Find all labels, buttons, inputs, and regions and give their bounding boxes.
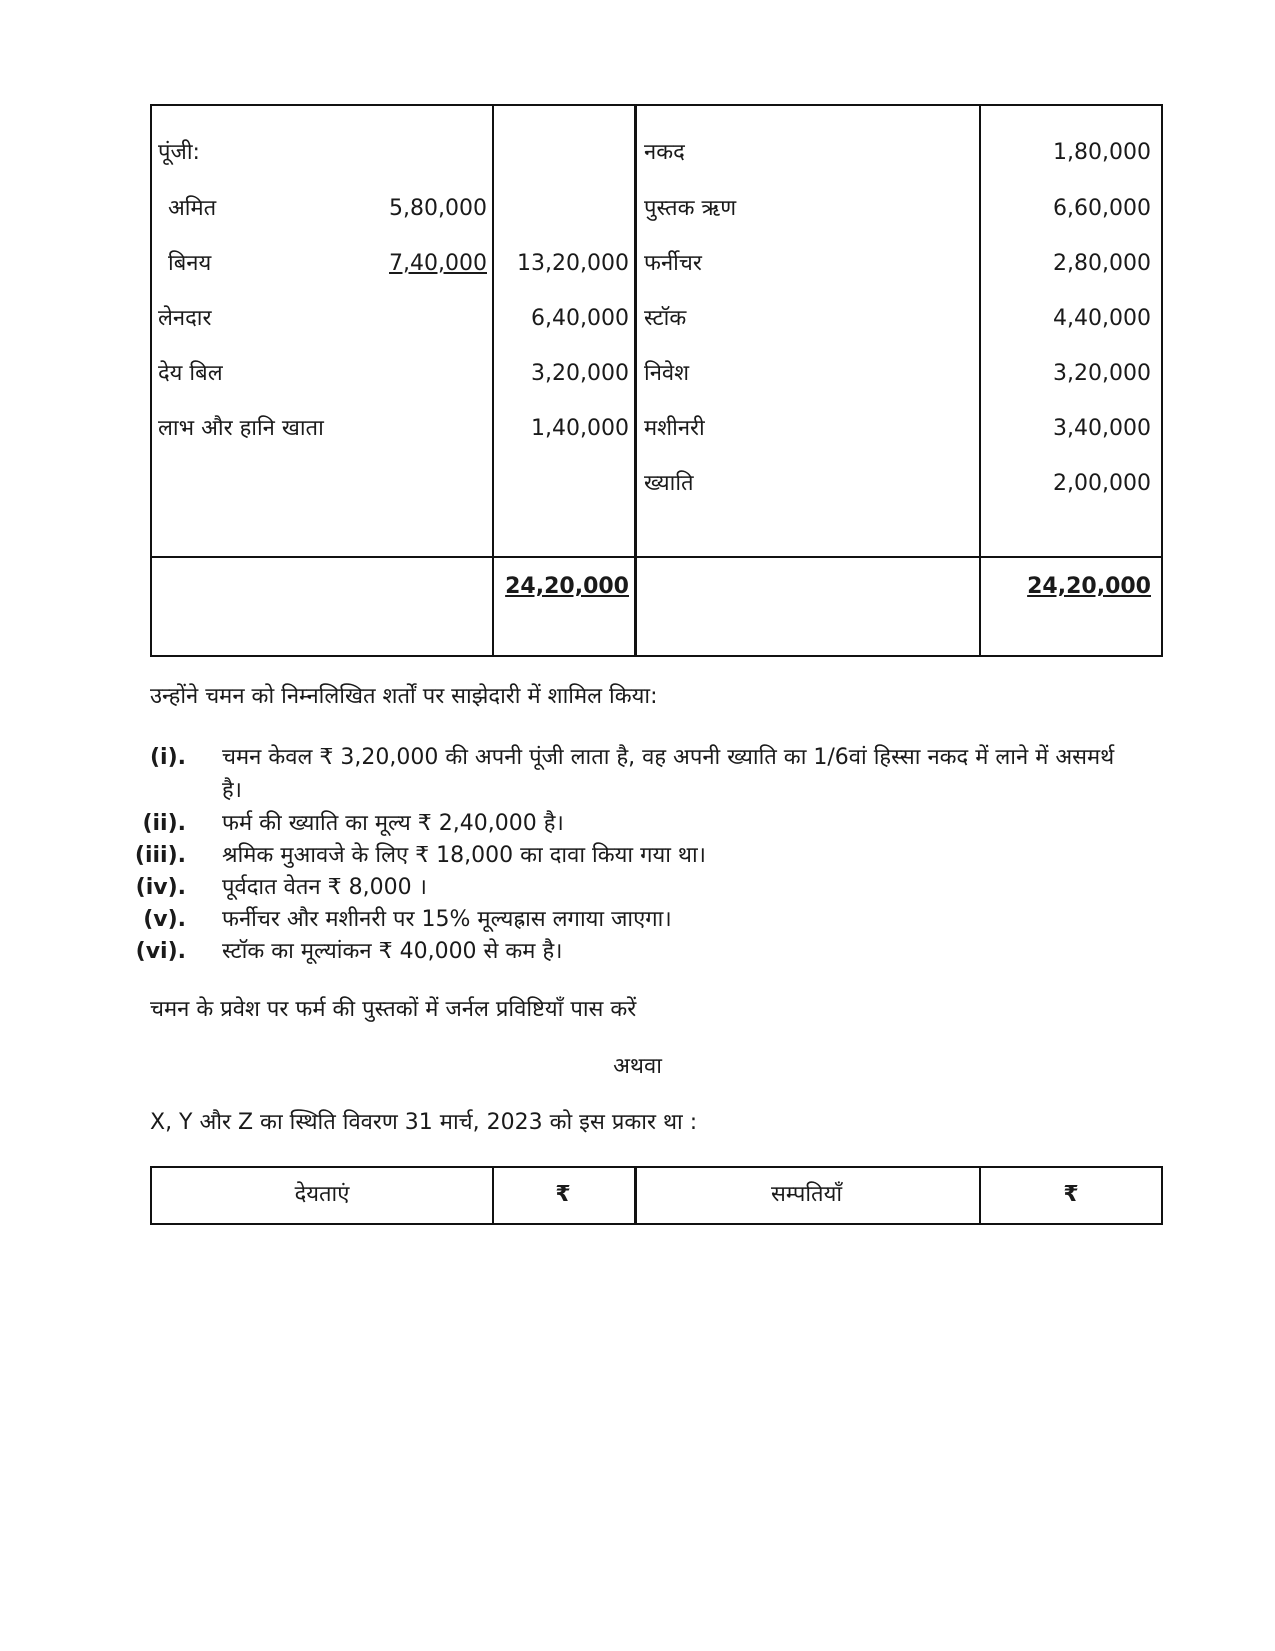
capital-total-value: 13,20,000 xyxy=(517,251,629,276)
column-divider xyxy=(979,106,981,655)
investment-value: 3,20,000 xyxy=(1053,361,1151,386)
creditors-value: 6,40,000 xyxy=(531,306,629,331)
condition-text: श्रमिक मुआवजे के लिए ₹ 18,000 का दावा किया गया था। xyxy=(222,843,707,868)
profit-loss-value: 1,40,000 xyxy=(531,416,629,441)
condition-number: (i). xyxy=(149,745,186,770)
rupee-header: ₹ xyxy=(555,1182,571,1207)
total-row-divider xyxy=(152,556,1161,558)
capital-label: पूंजी: xyxy=(158,140,200,165)
cash-value: 1,80,000 xyxy=(1053,140,1151,165)
amit-capital-value: 5,80,000 xyxy=(389,196,487,221)
condition-number: (iii). xyxy=(134,843,186,868)
condition-text: पूर्वदात वेतन ₹ 8,000 । xyxy=(222,875,427,900)
goodwill-label: ख्याति xyxy=(644,471,694,496)
machinery-label: मशीनरी xyxy=(644,416,705,441)
stock-value: 4,40,000 xyxy=(1053,306,1151,331)
assets-header: सम्पतियाँ xyxy=(770,1182,843,1207)
condition-number: (v). xyxy=(143,907,186,932)
condition-text: चमन केवल ₹ 3,20,000 की अपनी पूंजी लाता है, वह अपनी ख्याति का 1/6वां हिस्सा नकद में लाने में असमर्थ है। xyxy=(222,745,1115,803)
second-question-intro: X, Y और Z का स्थिति विवरण 31 मार्च, 2023 को इस प्रकार था : xyxy=(150,1110,698,1135)
binay-capital-value: 7,40,000 xyxy=(389,251,487,276)
condition-number: (iv). xyxy=(135,875,186,900)
or-separator: अथवा xyxy=(613,1054,662,1079)
investment-label: निवेश xyxy=(644,361,690,386)
stock-label: स्टॉक xyxy=(644,306,687,331)
assets-total: 24,20,000 xyxy=(1027,574,1151,599)
rupee-header: ₹ xyxy=(1063,1182,1079,1207)
condition-text: फर्नीचर और मशीनरी पर 15% मूल्यह्रास लगाया जाएगा। xyxy=(222,907,672,932)
binay-label: बिनय xyxy=(168,251,212,276)
amit-label: अमित xyxy=(168,196,217,221)
condition-number: (ii). xyxy=(142,811,186,836)
goodwill-value: 2,00,000 xyxy=(1053,471,1151,496)
balance-sheet-table xyxy=(150,104,1163,657)
cash-label: नकद xyxy=(644,140,685,165)
liabilities-total: 24,20,000 xyxy=(505,574,629,599)
furniture-label: फर्नीचर xyxy=(644,251,702,276)
machinery-value: 3,40,000 xyxy=(1053,416,1151,441)
column-divider xyxy=(634,106,637,655)
bills-payable-value: 3,20,000 xyxy=(531,361,629,386)
debtors-label: पुस्तक ऋण xyxy=(644,196,737,221)
bills-payable-label: देय बिल xyxy=(158,361,223,386)
condition-text: स्टॉक का मूल्यांकन ₹ 40,000 से कम है। xyxy=(222,939,563,964)
profit-loss-label: लाभ और हानि खाता xyxy=(158,416,324,441)
column-divider xyxy=(492,106,494,655)
furniture-value: 2,80,000 xyxy=(1053,251,1151,276)
journal-instruction: चमन के प्रवेश पर फर्म की पुस्तकों में जर्नल प्रविष्टियाँ पास करें xyxy=(150,997,637,1022)
condition-number: (vi). xyxy=(135,939,186,964)
admission-intro: उन्होंने चमन को निम्नलिखित शर्तों पर साझेदारी में शामिल किया: xyxy=(150,684,658,709)
liabilities-header: देयताएं xyxy=(294,1182,350,1207)
condition-text: फर्म की ख्याति का मूल्य ₹ 2,40,000 है। xyxy=(222,811,564,836)
debtors-value: 6,60,000 xyxy=(1053,196,1151,221)
second-balance-sheet-header xyxy=(150,1166,1163,1225)
creditors-label: लेनदार xyxy=(158,306,212,331)
